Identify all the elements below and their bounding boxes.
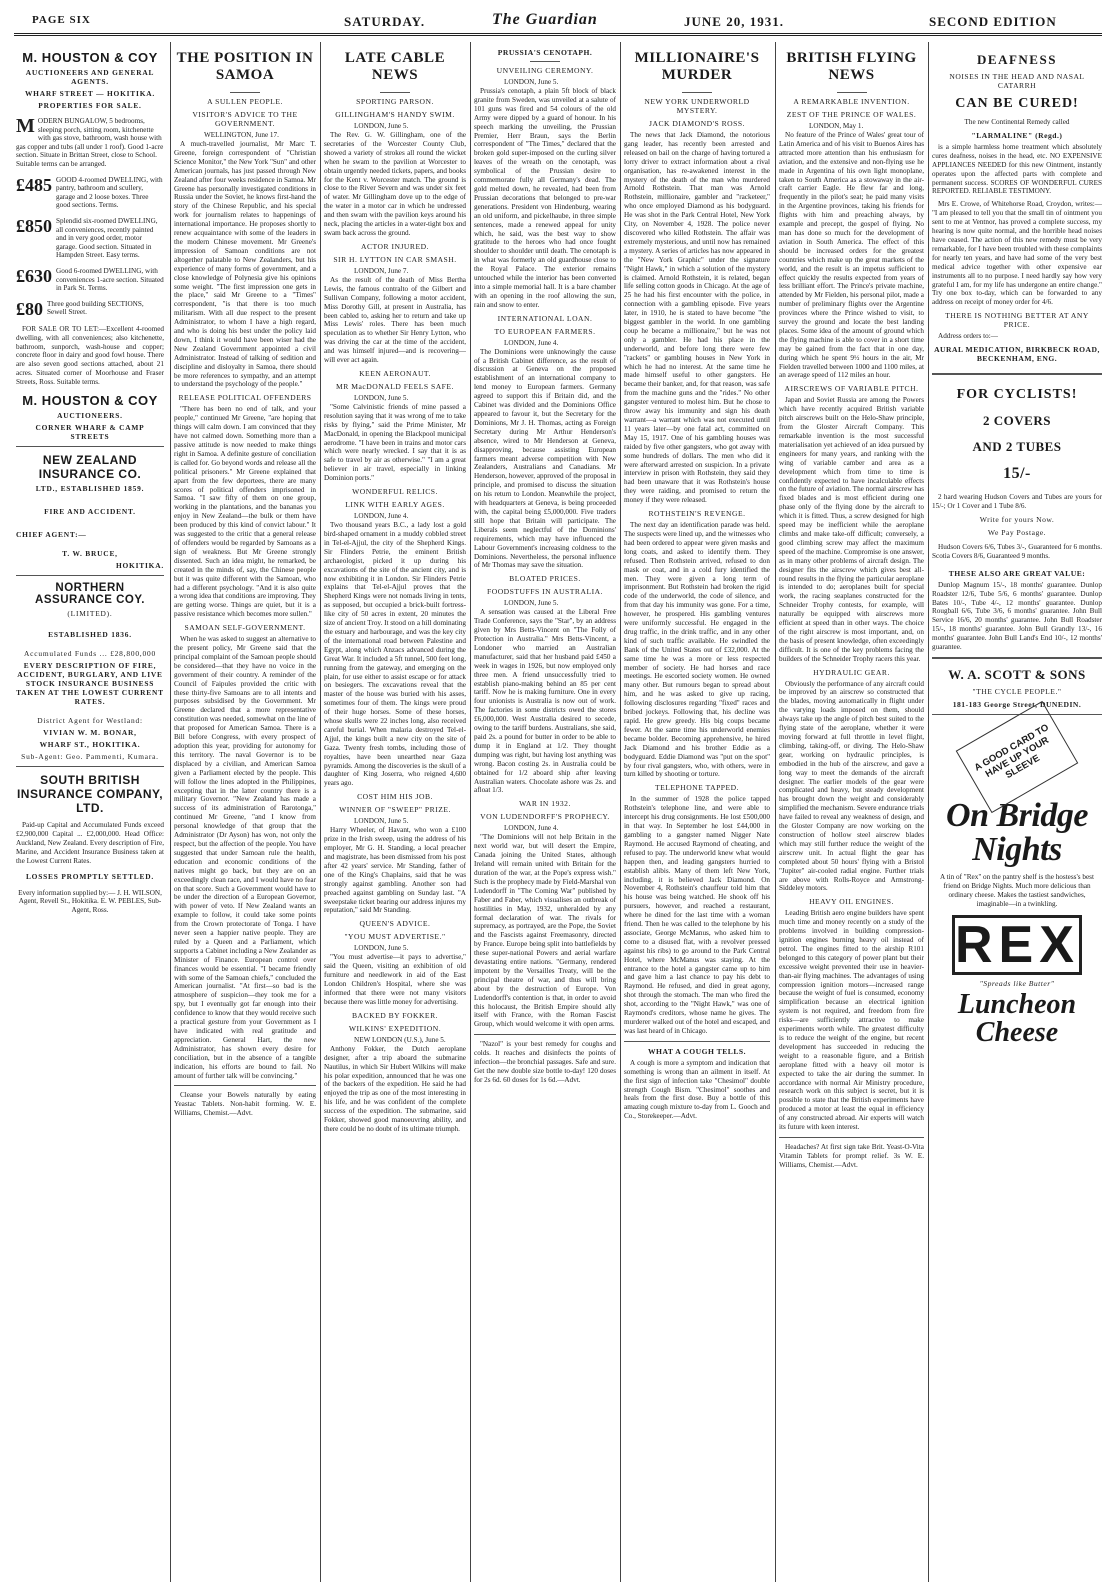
dateline: LONDON, May 1. xyxy=(809,122,864,130)
article-body: Leading British aero engine builders have spent much time and money recently on a study of the problems involved in building compression-ignition engines burning heavy oil instead of petrol. The engines fitted to the airship R101 belonged to this category of power plant but their excessive weight prevented their use in heavier-than-air flying machines. The advantages of using compression ignition motors—increased range because the weight of fuel is consumed, economy simplification because an electrical ignition system is not required, and freedom from fire risks—are sufficiently attractive to make experiments worth while. The greatest difficulty is to reduce the weight of the engine, but recent development has succeeded in reducing the weight to a reasonable figure, and a British aeroplane fitted with a heavy oil motor is expected to take the air during the summer. In accordance with normal Air Ministry procedure, research work on this subject is secret, but it is possible to state that the British experiments have produced a motor at least the equal in efficiency of any constructed abroad. Air experts will watch its future with keen interest. xyxy=(779,909,924,1132)
ad-text: AND 2 TUBES xyxy=(972,439,1062,455)
ad-text: Hudson Covers 6/6, Tubes 3/-, Guaranteed for 6 months. Scotia Covers 8/6, Guaranteed 9 months. xyxy=(932,542,1102,560)
property-text: GOOD 4-roomed DWELLING, with pantry, bathroom and scullery, garage and 2 loose boxes. Three good sections. Terms. xyxy=(56,175,163,210)
ad-text: THERE IS NOTHING BETTER AT ANY PRICE. xyxy=(945,311,1089,330)
property-text: Good 6-roomed DWELLING, with conveniences 1-acre section. Situated in Park St. Terms. xyxy=(56,266,164,293)
ad-text: Address orders to:— xyxy=(938,332,998,341)
ad-text: LTD., ESTABLISHED 1859. xyxy=(35,484,145,494)
ad-text: CORNER WHARF & CAMP STREETS xyxy=(35,423,145,442)
column-samoa xyxy=(174,44,316,1580)
column-rule xyxy=(928,42,929,1582)
column-cable-news xyxy=(324,44,466,1580)
article-body: "There has been no end of talk, and your people," continued Mr Greene, "are hoping that things will calm down. I am convinced that they have not calmed down. Something more than a passive attitude is now needed to make things right in Samoa. A definite gesture of conciliation is called for. Go beyond words and release all the political prisoners." Mr Greene explained that apart from the few deportees, there are many scores of political offenders imprisoned in Samoa. "I saw fifty of them on one group, working in the plantations, and the bananas you enjoy in New Zealand—the bulk or them have been produced by this kind of convict labour." It was suggested to the critic that a general release of offenders would be regarded by Samoans as a sign of weakness. But Mr Greene strongly dissented. Such an idea might, he remarked, be created in the minds of, say, the Chinese people but it was quite different with the Samoan, who had a different psychology. "And it is also quite a wrong idea that conditions are improving. They are getting worse. Things are quiet, but it is a passive resistance which becomes more sullen." xyxy=(174,405,316,619)
column-rule xyxy=(320,42,321,1582)
subheading: MR MacDONALD FEELS SAFE. xyxy=(336,381,454,391)
dateline: LONDON, June 4. xyxy=(354,512,409,521)
subheading: VISITOR'S ADVICE TO THE GOVERNMENT. xyxy=(192,110,298,128)
ad-text: "Spreads like Butter" xyxy=(979,978,1055,988)
ad-text: "LARMALINE" (Regd.) xyxy=(971,130,1063,140)
headline: BRITISH FLYING NEWS xyxy=(786,50,917,83)
dateline: LONDON, June 5. xyxy=(354,817,409,826)
subheading: BACKED BY FOKKER. xyxy=(351,1010,439,1020)
column-world-news xyxy=(474,44,616,1580)
advert-notice: A cough is more a symptom and indication that something is wrong than an ailment in itself. At the first sign of infection take "Chesimol" double strength Cough Bism. "Chesimol" soothes and heals from the first dose. Buy a bottle of this amazing cough mixture to-day from L. Gooch and Co., Storekeeper.—Advt. xyxy=(624,1058,770,1121)
subheading: WINNER OF "SWEEP" PRIZE. xyxy=(339,805,451,815)
northern-assurance-name: NORTHERN ASSURANCE COY. xyxy=(35,582,145,607)
ad-text: Sub-Agent: Geo. Pammenti, Kumara. xyxy=(21,752,159,762)
ad-text: A tin of "Rex" on the pantry shelf is the hostess's best friend on Bridge Nights. Much more delicious than ordinary cheese. Makes the tastiest sandwiches, imaginable—in a twinkling. xyxy=(940,873,1094,908)
column-advertisements xyxy=(16,44,164,1580)
article-body: "The Dominions will not help Britain in the next world war, but will desert the Empire, Canada joining the United States, although Ireland will remain united with Britain for the duration of the war, at the Pope's express wish." Such is the prophecy made by Field-Marshal von Ludendorff in "The Coming War" published by Faber and Faber, which visualises an outbreak of hostilities in May, 1932, unheralded by any formal declaration of war. The rivals for supremacy, as portrayed, are the Pope, the Soviet and the Fascists against Freemasonry, directed by France. Europe being split into battlefields by these super-national Powers and aerial warfare devastating entire nations. "Germany, rendered impotent by the Versailles Treaty, will be the principal theatre of war, and thus will bring about by the destruction of Europe. Von Ludendorff's contention is that, in order to avoid this holocaust, the British Empire should ally itself with France, with the Roman Fascist Group, which would welcome it with open arms. xyxy=(474,833,616,1029)
article-body: In the summer of 1928 the police tapped Rothstein's telephone line, and were able to intercept his drug consignments. He lost £500,000 in that way. In September he lost £44,000 in gambling to a gangster named Nigger Nate Raymond. He accused Raymond of cheating, and refused to pay. The underworld knew what would happen then, and leading gangsters hurried to establish alibis. Many of them left New York, including, it is believed Jack Diamond. On November 4, Rothstein's chauffeur told him that his house was being watched. He shook off his pursuers, however, and reached a restaurant, where he dined for the last time with a woman friend. Then he was called to the telephone by his associate, George McManus, who asked him to come to a disused flat, with a revolver pressed against his ribs) to go around to the Park Central Hotel, where McManus was staying. At the entrance to the hotel a gangster came up to him and gave him a last chance to pay his debt to Raymond. He refused, and died in great agony, shot through the stomach. The man who fired the shot, according to the "Night Hawk," was one of Raymond's creditors, whose name he gives. The murderer walked out of the hotel and escaped, and was last heard of in Chicago. xyxy=(624,795,770,1035)
subheading: A SULLEN PEOPLE. xyxy=(207,97,283,106)
ad-price: 15/- xyxy=(1003,465,1031,483)
subheading: SPORTING PARSON. xyxy=(356,97,434,106)
advert-notice: Headaches? At first sign take Brit. Yeast-O-Vita Vitamin Tablets for prompt relief. 3s W. E. Williams, Chemist.—Advt. xyxy=(779,1142,924,1169)
subheading: KEEN AERONAUT. xyxy=(359,368,431,378)
property-text: Three good building SECTIONS, Sewell Street. xyxy=(47,299,144,317)
ad-text: 181-183 George Street, DUNEDIN. xyxy=(952,700,1082,709)
headline: THE POSITION IN SAMOA xyxy=(176,50,314,83)
dateline: NEW LONDON (U.S.), June 5. xyxy=(354,1035,446,1044)
dateline: LONDON, June 5. xyxy=(504,78,559,86)
headline: MILLIONAIRE'S MURDER xyxy=(634,50,760,83)
ad-text: 2 COVERS xyxy=(983,413,1051,429)
ad-text: (LIMITED). xyxy=(67,609,113,619)
article-body: "Some Calvinistic friends of mine passed a resolution saying that it was wrong of me to take risks by flying," said the Prime Minister, Mr MacDonald, in opening the Blackpool municipal aerodrome. "I have been in trains and motor cars which were nearly wrecked. I say that it is as safe to travel by air as otherwise." "I am a great believer in air travel, especially in linking Dominion ports." xyxy=(324,402,466,483)
ad-text: We Pay Postage. xyxy=(987,527,1047,537)
article-body: When he was asked to suggest an alternative to the present policy, Mr Greene said that the principal complaint of the Samoan people should be considered—that they have no voice in the government of their country. A reminder of the Council of Faipules provided the critic with these thirty-five Samoans are to all intents and purposes subsidised by the Government. Mr Greene declared that a more representative constitution was needed, somewhat on the line of that proposed for American Samoa. There is a Bill before Congress, with every prospect of adoption this year, providing for autonomy for this territory. The naval Governor is to be displaced by a civilian, and American Samoa given a Parliament elected by the people. This will follow the lines adopted in the Philippines, excepting that in the latter country there is a military Governor. "New Zealand has made a success of its administration of Rarotonga," continued Mr Greene, "and I know from personal knowledge of that group that the Administrator (Dr Ayson) has won, not only the respect, but the affection of the people. You have suggested that under Samoan rule the health, education and economic conditions of the natives might go back, but they are on an exceedingly clean race, and I would have no fear on that score. Such a Government would have to be under the direction of a European Governor, with power of veto. If New Zealand wants an example to follow, it could take some points from the Crown protectorate of Tonga. I have never seen a happier native people. They are ruled by a Queen and a Parliament, which supports a Cabinet including a New Zealander as Minister of Finance. European control over finances would be essential. "I became friendly with some of the Samoan chiefs," concluded the American journalist. "At first—so bad is the atmosphere of suspicion—they took me for a spy, but I eventually got far enough into their confidence to know that they would receive such a practical gesture from your Government as I have indicated with real gratitude and appreciation. General Hart, the new Administrator, has shown every desire for conciliation, but in the absence of a tangible indication, his efforts are bound to fail. No amount of further talk will be convincing." xyxy=(174,635,316,1080)
dateline: LONDON, June 7. xyxy=(354,266,409,275)
subheading: QUEEN'S ADVICE. xyxy=(359,919,431,929)
column-display-adverts xyxy=(932,44,1102,1580)
rex-logo: REX xyxy=(952,915,1082,975)
ad-text: Paid-up Capital and Accumulated Funds exceed £2,900,000 Capital ... £2,000,000. Head Office: Auckland, New Zealand. Every description of Fire, Marine, and Accident Insurance Business taken at the Lowest Current Rates. xyxy=(16,821,164,865)
bridge-nights-title: On Bridge Nights xyxy=(946,797,1088,868)
dateline: LONDON, June 5. xyxy=(354,393,409,402)
subheading: LINK WITH EARLY AGES. xyxy=(345,500,445,510)
subheading: COST HIM HIS JOB. xyxy=(357,792,433,802)
property-listing xyxy=(16,267,164,293)
column-rule xyxy=(775,42,776,1582)
masthead-day: SATURDAY. xyxy=(344,14,426,29)
ad-text: Dunlop Magnum 15/-, 18 months' guarantee. Dunlop Roadster 12/6, Tube 5/6, 6 months' guarantee. Dunlop Bates 10/-, Tube 4/-, 12 months' guarantee. Dunlop Rougball 6/6, Tube 3/6, 6 months' guarantee. John Bull Service 16/6, 20 months' guarantee. John Bull Roadster 15/-, 18 months' guarantee. John Bull Grandly 13/-, 16 months' guarantee. John Bull Land's End 10/-, 12 months' guarantee. xyxy=(932,580,1102,652)
article-body: As the result of the death of Miss Bertha Lewis, the famous contralto of the Gilbert and Sullivan Company, following a motor accident, Miss Dorothy Gill, at present in Australia, has been cabled to, asking her to return and take up Miss Lewis' roles. There has been much speculation as to whether Sir Henry Lytton, who was driving the car at the time of the accident, and was himself injured—and is recovering—will ever act again. xyxy=(324,275,466,365)
subheading: WHAT A COUGH TELLS. xyxy=(647,1046,747,1056)
ad-text: AUCTIONEERS AND GENERAL AGENTS. xyxy=(25,68,155,86)
article-body: A much-travelled journalist, Mr Marc T. Greene, foreign correspondent of "Christian Science Monitor," the New York "Sun" and other American journals, has just passed through New Zealand after four weeks residence in Samoa. Mr Greene has personally investigated conditions in Russia under the Soviet, he knows first-hand the story of the Chinese Republic, and his special work for journalism relates to happenings of international importance. He proposes shortly to renew acquaintance with some of the leaders in the modern Chinese movement. Mr Greene's impression of Samoan conditions are not altogether palatable to New Zealanders, but his experience of many forms of government, and a close knowledge of Polynesia give his opinions some weight. "The first impression one gets in the place," said Mr Greene to a "Times" correspondent, "is that there is too much militarism. With all due respect to the present Administrator, to whom I have a high regard, and who is doing his best under the policy laid down, I think it would have been wiser had the New Zealand Government appointed a civil Administrator. Instead of talking of sedition and discipline and disloyalty in Samoa, there should be more references to sympathy, and an attempt to understand the psychology of the people." xyxy=(174,140,316,389)
column-rule xyxy=(470,42,471,1582)
subheading: ACTOR INJURED. xyxy=(360,241,430,251)
subheading: ROTHSTEIN'S REVENGE. xyxy=(648,509,746,519)
masthead xyxy=(14,10,1102,36)
masthead-date: JUNE 20, 1931. xyxy=(684,14,784,29)
subheading: PRUSSIA'S CENOTAPH. xyxy=(497,48,593,57)
subheading: WONDERFUL RELICS. xyxy=(352,487,438,497)
ad-text: WHARF ST., HOKITIKA. xyxy=(39,740,141,750)
dateline: LONDON, June 4. xyxy=(504,338,559,347)
subheading: TO EUROPEAN FARMERS. xyxy=(494,326,596,336)
ad-text: Mrs E. Crowe, of Whitehorse Road, Croydon, writes:— "I am pleased to tell you that the small tin of ointment you sent to me at Ventnor, has proved a complete success, my hearing is now quite normal, and the horrible head noises have ceased. The action of this new remedy must be very remarkable, for I have been troubled with these complaints for nearly ten years, and have had some of the very best medical advice together with other expensive ear instruments all to no purpose. I need hardly say how very grateful I am, for my life has undergone an entire change." Try one box to-day, which can be forwarded to any address on receipt of money order for 4/6. xyxy=(932,200,1102,307)
article-body: The next day an identification parade was held. The suspects were lined up, and the witnesses who had been ordered to appear were given masks and long coats, and asked to identify them. They refused. Then Rothstein arrived, refused to don mask or coat, and in a cold fury identified the men. They were given a long term of imprisonment. But Rothstein had broken the rigid code of the underworld, the code of silence, and from that day his immunity was gone. For a time, however, he prospered. His gambling ventures were uniformly successful. He engaged in the drug traffic, in the drink traffic, and in any other kind of such traffic available. He swindled the Bank of the United States out of £32,000. At the same time he was a more or less respected member of society. He had horses and race meetings. He escorted society women. He owned many other. But rumours began to spread about him, and he was asked to give up racing, following disclosures regarding "fixed" races and bribed jockeys. Following that, his decline was rapid. He grew greedy. His big coups became fewer. At the same time his underworld enemies became bolder. Becoming apprehensive, he hired Jack Diamond and his brother Eddie as a bodyguard. Eddie Diamond was "put on the spot" by four rival gangsters, who, with others, were in turn killed by shooting or torture. xyxy=(624,521,770,779)
subheading: A REMARKABLE INVENTION. xyxy=(793,97,910,106)
subheading: INTERNATIONAL LOAN. xyxy=(497,313,593,323)
subheading: JACK DIAMOND'S ROSS. xyxy=(649,119,745,128)
ad-text: VIVIAN W. M. BONAR, xyxy=(43,728,137,738)
deafness-ad-title: DEAFNESS xyxy=(977,52,1057,67)
newspaper-title: The Guardian xyxy=(492,11,598,28)
cyclists-ad-title: FOR CYCLISTS! xyxy=(956,387,1078,403)
article-body: Two thousand years B.C., a lady lost a gold bird-shaped ornament in a muddy cobbled street in Tel-el-Ajjul, the city of the Shepherd Kings. Sir Flinders Petrie, the eminent British archaeologist, picked it up during his excavations of the site of the ancient city, and is now exhibiting it in London. Sir Flinders Petrie explains that Tel-el-Ajjul proves that the Shepherd Kings were not nomads living in tents, as supposed, but occupied a brick-built fortress-like city of 50 acres in extent, 20 minutes the size of ancient Troy. It stood on a hill dominating the estuary and harbourage, and was the key city of the international road between Palestine and Egypt, along which Anzacs advanced during the Great War. It included a 5ft tunnel, 500 feet long, running from the gateway, and emerging on the plain, for use either to assist escape or for attack on besiegers. The excavations reveal that the master of the house was buried with his asses, sometimes four of them. The kings were proud of their huge horses. Some of these horses, whose skulls were 22 inches long, also received careful burial. When malaria destroyed Tel-el-Ajjul, the kings built a new city on the site of Gaza. Twenty fresh tombs, including those of royalties, have been unearthed near Gaza pyramids. Among the discoveries is the skull of a daughter of King Joserra, who reigned 4,600 years ago. xyxy=(324,521,466,788)
subheading: RELEASE POLITICAL OFFENDERS xyxy=(178,393,312,403)
ad-text: CAN BE CURED! xyxy=(955,96,1079,111)
article-body: Obviously the performance of any aircraft could be improved by an airscrew so constructed that the blades, moving automatically in flight under the varying loads imposed on them, should always take up the angle of pitch best suited to the flying state of the aeroplane, whether it were moving forward at full throttle in level flight, climbing, taking-off, or diving. The Helo-Shaw gear, working on hydraulic principles, is embodied in the hub of the airscrew, and gave a long way to meet the demands of the aircraft designer. The earlier models of the gear were complicated and heavy, but steady development has brought down the weight and considerably simplified the mechanism. Severe endurance trials have failed to reveal any weakness of design, and the Gloster Company are now working on the construction of hollow steel airscrew blades which may still further reduce the weight of the airscrew unit. In actual flight the gear has completed about 50 hours' flying with a Bristol "Jupiter" air-cooled radial engine. Further trials are above with Rolls-Royce and Armstrong-Siddeley motors. xyxy=(779,679,924,893)
ad-text: District Agent for Westland: xyxy=(37,716,143,726)
subheading: WILKINS' EXPEDITION. xyxy=(348,1023,442,1033)
article-body: A sensation was caused at the Liberal Free Trade Conference, says the "Star", by an address given by Mrs Betts-Vincent on "The Folly of Protection in Australia." Mrs Betts-Vincent, a Londoner who married an Australian manufacturer, said that her husband paid £450 a week in wages in 1926, but now employed only three men. A friend unsuccessfully tried to establish piano-making behind an 85 per cent tariff. Now he is making furniture. One in every four unionists is Australia is now out of work. The factories in some districts owed the stores £6,000,000. West Australia desired to secede, owing to the tariff burdens. Australians, she said, paid 2s. a pound for butter in order to be able to dump it in England at 1/2. They thought dumping was right, but having lost anything was wrong. Bacon costing 2s. in Australia could be obtained for 1/2 aboard ship after leaving Australian waters. Chocolate ashore was 2s. and afloat 1/3. xyxy=(474,608,616,795)
subheading: TELEPHONE TAPPED. xyxy=(654,783,740,793)
houston-name: M. HOUSTON & COY xyxy=(22,50,158,65)
ad-text: Accumulated Funds ... £28,800,000 xyxy=(24,649,156,659)
nz-insurance-name: NEW ZEALAND INSURANCE CO. xyxy=(38,453,142,482)
property-text: Splendid six-roomed DWELLING, all conveniences, recently painted and in very good order, motor garage. Good section. Situated in Hampden Street. Easy terms. xyxy=(56,216,158,260)
subheading: VON LUDENDORFF'S PROPHECY. xyxy=(480,812,610,822)
article-body: Harry Wheeler, of Havant, who won a £100 prize in the Irish sweep, using the address of his employer, Mr G. H. Standing, a local preacher and magistrate, has been dismissed from his post after 42 years' service. Mr Standing, father of one of the King's Chaplains, said that he was strongly against gambling. Another son had preached against gambling on Sunday last. "A sweepstake ticket bearing our address injures my reputation," said Mr Standing. xyxy=(324,826,466,915)
subheading: AIRSCREWS OF VARIABLE PITCH. xyxy=(784,384,919,394)
subheading: ZEST OF THE PRINCE OF WALES. xyxy=(786,110,917,119)
subheading: "YOU MUST ADVERTISE." xyxy=(344,932,446,942)
ad-text: FIRE AND ACCIDENT. xyxy=(44,507,136,517)
subheading: SIR H. LYTTON IN CAR SMASH. xyxy=(333,254,457,264)
property-price: £850 xyxy=(16,215,52,236)
subheading: HYDRAULIC GEAR. xyxy=(813,667,890,677)
property-price: £485 xyxy=(16,174,52,195)
ad-text: AURAL MEDICATION, BIRKBECK ROAD, BECKENHAM, ENG. xyxy=(934,345,1100,364)
advert-notice: Cleanse your Bowels naturally by eating Yeastac Tablets. Non-habit forming. W. E. Williams, Chemist.—Advt. xyxy=(174,1091,316,1118)
column-murder xyxy=(624,44,770,1580)
property-listing xyxy=(16,176,164,210)
column-rule xyxy=(620,42,621,1582)
dateline: LONDON, June 4. xyxy=(504,824,559,833)
article-body: Prussia's cenotaph, a plain 5ft block of black granite from Sweden, was unveiled at a salute of 101 guns was fired and 54 colours of the old Army were dipped by a guard of honour. In his speech marking the unveiling, the Prussian Premier, Herr Braun, says the Berlin correspondent of "The Times," declared that the broken gold super-imposed on the curling silver leaves of the wreath on the cenotaph, was symbolical of the Prussian desire to commemorate fully all Germany's dead. The gold melted down, he revealed, had been from Prussian decorations that belonged to pre-war generations. President von Hindenburg, wearing an old uniform, and pickelhaube, in three simple sentences, made a renewed appeal for unity which, he said, was the best way to show gratitude to the heroes who had once fought shoulder to shoulder until death. The cenotaph is in what was formerly an old guardhouse close to the Royal Palace. The exterior remains untouched while the interior has been converted into a simple memorial hall. It is a bare chamber with an opening in the roof allowing the sun, rain and snow to enter. xyxy=(474,87,616,309)
ad-text: T. W. BRUCE, xyxy=(62,549,118,559)
ad-text: AUCTIONEERS. xyxy=(57,411,123,421)
subheading: GILLINGHAM'S HANDY SWIM. xyxy=(335,110,455,119)
subheading: WAR IN 1932. xyxy=(519,799,571,809)
property-listing xyxy=(16,300,164,318)
ad-text: CHIEF AGENT:— xyxy=(16,530,87,540)
ad-text: A GOOD CARD TO HAVE UP YOUR SLEEVE xyxy=(972,721,1051,781)
ad-text: is a simple harmless home treatment which absolutely cures deafness, noises in the head, etc. NO EXPENSIVE APPLIANCES NEEDED for this new Ointment, instantly operates upon the affected parts with complete and permanent success. SCORES OF WONDERFUL CURES REPORTED. RELIABLE TESTIMONY. xyxy=(932,142,1102,196)
subheading: BLOATED PRICES. xyxy=(509,574,581,584)
property-text: ODERN BUNGALOW, 5 bedrooms, sleeping porch, sitting room, kitchenette with gas stove, bathroom, wash house with gas copper and tubs (all under 1 roof). Good 1-acre section. Situate in Brittan Street, close to School. Suitable terms can be arranged. xyxy=(16,117,164,168)
article-body: Japan and Soviet Russia are among the Powers which have recently acquired British variable pitch airscrews built on the Helo-Shaw principle, from the Gloster Aircraft Company. This remarkable invention is the most successful materialisation yet achieved of an idea pursued by engineers for many years, and ranking with the wing of variable camber and area as a development which from time to time is confidently expected to have incalculable effects on the future of aviation. The normal airscrew has fixed blades and is most efficient during one phase only of the flying done by the aircraft to which it is fitted. Thus, a screw designed for high speed may be inefficient while the aeroplane climbs and make take-off difficult; conversely, a good climbing screw may affect the maximum speed of the machine. Compromise is one answer, as in many other problems of aircraft design. The designer fits the airscrew which gives best all-round results in the flying the particular aeroplane is intended to do; aeroplanes built for special work, the racing seaplanes constructed for the Schneider Trophy contests, for example, will naturally be equipped with airscrews more efficient at speed than in other ways. The choice of the right airscrew is most important, and, on the basis of present knowledge, often exceedingly difficult. It is one of the key problems facing the builders of the Schneider Trophy racers this year. xyxy=(779,396,924,663)
subheading: UNVEILING CEREMONY. xyxy=(496,66,594,75)
advert-notice: "Nazol" is your best remedy for coughs and colds. It reaches and disinfects the points of infection—the bronchial passages. Safe and sure. Get the new double size bottle to-day! 120 doses for 2s 6d. 60 doses for 1s 6d.—Advt. xyxy=(474,1040,616,1084)
ad-text: 2 hard wearing Hudson Covers and Tubes are yours for 15/-; Or 1 Cover and 1 Tube 8/6. xyxy=(932,493,1102,511)
article-body: No feature of the Prince of Wales' great tour of Latin America and of his visit to Buenos Aires has attracted more attention than his enthusiasm for aviation, and the extensive and non-flying use he made in Argentina of his own light monoplane, taken to South America as a stowaway in the air-craft carrier Eagle. He flew far and long, frequently in the pilot's seat; he paid many visits in the Argentine provinces, taking his friends for flights with him and preaching always, by example and precept, the gospel of flying. No man has done so much for the development of aviation in South America. The effect of this should be increased orders for the greatest countries which make up the great markets of the world, and the result is an impetus sufficient to effect quickly the results expected from years of less brilliant effort. The Prince's private machine, attended by Mr Fielden, his personal pilot, made a number of preliminary flights over the Argentine provinces where the Prince wished to visit, to survey the ground and locate the best landing places. Some idea of the amount of ground which the flying machine is able to cover in a short time may be gained from the fact that in one day, during which he spent 9½ hours in the air, Mr Fielden travelled between 1000 and 1100 miles, at an average speed of 112 miles an hour. xyxy=(779,131,924,380)
dateline: LONDON, June 5. xyxy=(354,122,409,130)
houston-name: M. HOUSTON & COY xyxy=(22,393,158,409)
ad-text: NOISES IN THE HEAD AND NASAL CATARRH xyxy=(949,72,1085,90)
dateline: LONDON, June 5. xyxy=(354,944,409,953)
article-body: The Dominions were unknowingly the cause of a British Cabinet difference, as the result of discussion at Geneva on the proposed establishment of an international company to lend money to European farmers. Germany agreed to support this if Britain did, and the Cabinet was divided and the Dominions Office appeared to favour it, but the Secretary for the Dominions, Mr J. H. Thomas, acting as Foreign Secretary during Mr Arthur Henderson's absence, wired to Mr Henderson at Geneva, disapproving, because assisting European farmers meant adverse competition with New Zealanders, Australians and Canadians. Mr Henderson, however, approved of the proposal in principle, and promised to discuss the situation on his return to London. Meanwhile the project, with headquarters at Geneva, is being proceeded with, the capital being £5,000,000. Five traders still hope that Britain will participate. The Liberals seem neglectful of the Dominions' requirements, which may have influenced the Labour Government's increasing coldness to the Dominions. Nevertheless, the personal influence of Mr Thomas may save the situation. xyxy=(474,347,616,570)
luncheon-cheese-title: Luncheon Cheese xyxy=(957,988,1077,1048)
subheading: NEW YORK UNDERWORLD MYSTERY. xyxy=(644,97,750,115)
article-body: "You must advertise—it pays to advertise," said the Queen, visiting an exhibition of old furniture and needlework in aid of the East London Children's Hospital, where she was informed that there were not many visitors because there was little money for advertising. xyxy=(324,953,466,1006)
ad-text: WHARF STREET — HOKITIKA. xyxy=(24,89,156,98)
subheading: FOODSTUFFS IN AUSTRALIA. xyxy=(486,587,603,597)
ad-text: ESTABLISHED 1836. xyxy=(48,630,132,640)
subheading: SAMOAN SELF-GOVERNMENT. xyxy=(184,623,306,633)
ad-text: THESE ALSO ARE GREAT VALUE: xyxy=(948,568,1086,578)
ad-text: "THE CYCLE PEOPLE." xyxy=(972,687,1062,696)
article-body: The Rev. G. W. Gillingham, one of the secretaries of the Worcester County Club, showed a variety of strokes all round the wicket when he swam to the pavilion at Worcester to obtain urgently needed tickets, papers, and books for the Kent v. Worcester match. The ground is close to the River Severn and was under six feet of water. Mr Gillingham dove up to the edge of the water in a motor car in which he undressed and then swam with the pavilion keys around his neck, placing the articles in a water-tight box and swam back across the ground. xyxy=(324,131,466,237)
column-flying-news xyxy=(779,44,924,1580)
dateline: LONDON, June 5. xyxy=(504,599,559,608)
ad-text: LOSSES PROMPTLY SETTLED. xyxy=(25,871,155,881)
ad-text: EVERY DESCRIPTION OF FIRE, ACCIDENT, BURGLARY, AND LIVE STOCK INSURANCE BUSINESS TAKEN AT THE LOWEST CURRENT RATES. xyxy=(16,661,164,707)
for-sale-notice: FOR SALE OR TO LET:—Excellent 4-roomed dwelling, with all conveniences; also kitchenette, bathroom, sunporch, wash-house and copper; concrete floor in dairy and good fowl house. There are also seven good sections attached, about 21 acres. Situated corner of Moorhouse and Fraser Streets, Ross. Suitable terms. xyxy=(16,324,164,387)
headline: LATE CABLE NEWS xyxy=(344,50,446,83)
article-body: The news that Jack Diamond, the notorious gang leader, has recently been arrested and released on bail on the charge of having tortured a lorry driver to extract information about a rival organisation, has re-awakened interest in the mystery of the death of the man who murdered Arnold Rothstein. That man was Arnold Rothstein, millionaire, gambler and "racketeer," who once employed Diamond as his bodyguard. He was shot in the Park Central Hotel, New York City, on November 4, 1928. The police never discovered who killed Rothstein. The affair was extremely mysterious, and until now has remained a mystery. A series of articles has now appeared in the "New York Graphic" under the signature "Night Hawk," in which a solution of the mystery is claimed. Arnold Rothstein, it is related, began life selling cotton goods in Chicago. At the age of 25 he had his first encounter with the police, in connection with a gambling episode. Five years later, in 1910, he is stated to have become "the biggest gambler in the world. In one gambling coup he became a millionaire," but he was not only a gambler. He had his place in the underworld, and before long there were few "rackets" or gambling houses in New York in which he had no interest. At the same time he made himself useful to other gangsters. He became their banker, and, for that reason, was safe from the machine guns and the "rides." No other gangster ventured to molest him. But he chose to throw away his immunity and sign his death warrant—a warrant which was not executed until 11 years later—by one fatal act, committed on May 15, 1917. One of his gambling houses was raided by five other gangsters, who got away with some hundreds of dollars. The men who did it were afterward arrested on suspicion. In a private interview in prison with Rothstein, they said they had been unaware that it was Rothstein's house they were raiding, and promised to return the money if they were released. xyxy=(624,131,770,505)
edition-label: SECOND EDITION xyxy=(929,14,1057,29)
property-price: £80 xyxy=(16,298,43,319)
ad-text: HOKITIKA. xyxy=(115,561,164,571)
property-listing xyxy=(16,217,164,260)
ad-text: Write for yours Now. xyxy=(979,514,1055,524)
property-price: £630 xyxy=(16,265,52,286)
column-rule xyxy=(170,42,171,1582)
ad-text: PROPERTIES FOR SALE. xyxy=(38,101,142,110)
subheading: HEAVY OIL ENGINES. xyxy=(809,897,894,907)
ad-text: Every information supplied by:— J. H. WILSON, Agent, Revell St., Hokitika. E. W. PEBLES, Sub-Agent, Ross. xyxy=(18,888,162,915)
page-number: PAGE SIX xyxy=(32,14,91,26)
ad-text: The new Continental Remedy called xyxy=(964,118,1070,126)
scott-ad-title: W. A. SCOTT & SONS xyxy=(948,667,1086,682)
article-body: Anthony Fokker, the Dutch aeroplane designer, after a trip aboard the submarine Nautilus, in which Sir Hubert Wilkins will make his polar expedition, announced that he was one of the backers of the expedition. He said he had enjoyed the trip as one of the most interesting in his life, and he was confident of the complete success of the expedition. The submarine, said Fokker, showed good manoeuvring ability, and there could be no doubt of its ultimate triumph. xyxy=(324,1044,466,1133)
south-british-name: SOUTH BRITISH INSURANCE COMPANY, LTD. xyxy=(16,773,164,816)
dateline: WELLINGTON, June 17. xyxy=(204,131,279,139)
property-listing: MODERN BUNGALOW, 5 bedrooms, sleeping porch, sitting room, kitchenette with gas stove, bathroom, wash house with gas copper and tubs (all under 1 roof). Good 1-acre section. Situate in Brittan Street, close to School. Suitable terms can be arranged. xyxy=(16,115,164,168)
